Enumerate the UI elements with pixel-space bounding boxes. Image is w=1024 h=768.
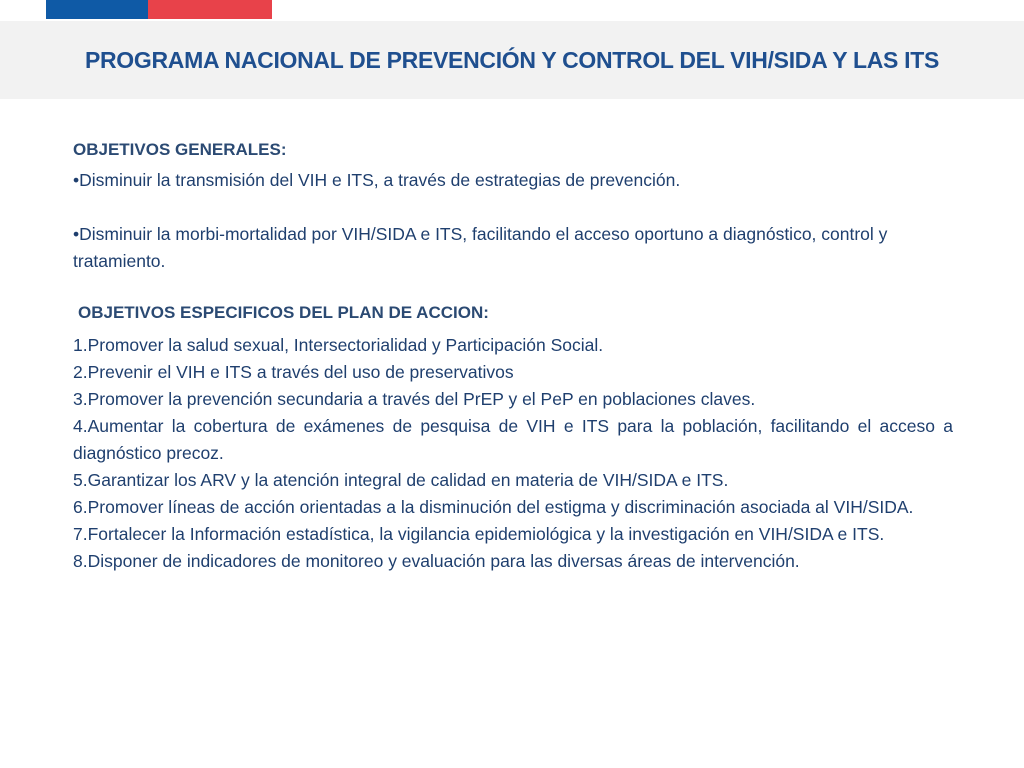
flag-stripe bbox=[46, 0, 272, 19]
specific-objective-8: 8.Disponer de indicadores de monitoreo y evaluación para las diversas áreas de intervención. bbox=[73, 551, 800, 571]
specific-objective-7: 7.Fortalecer la Información estadística, la vigilancia epidemiológica y la investigación en VIH/SIDA e ITS. bbox=[73, 524, 885, 544]
specific-objective-5: 5.Garantizar los ARV y la atención integral de calidad en materia de VIH/SIDA e ITS. bbox=[73, 470, 729, 490]
specific-objectives-list bbox=[73, 332, 953, 575]
specific-objective-1: 1.Promover la salud sexual, Intersectorialidad y Participación Social. bbox=[73, 335, 604, 355]
specific-objective-2: 2.Prevenir el VIH e ITS a través del uso de preservativos bbox=[73, 362, 514, 382]
general-objectives-heading: OBJETIVOS GENERALES: bbox=[73, 140, 287, 159]
specific-objective-3: 3.Promover la prevención secundaria a través del PrEP y el PeP en poblaciones claves. bbox=[73, 389, 756, 409]
specific-objectives-heading: OBJETIVOS ESPECIFICOS DEL PLAN DE ACCION: bbox=[78, 303, 489, 322]
flag-blue-bar bbox=[46, 0, 148, 19]
content-body bbox=[73, 140, 953, 575]
flag-red-bar bbox=[148, 0, 272, 19]
specific-objective-6: 6.Promover líneas de acción orientadas a la disminución del estigma y discriminación asociada al VIH/SIDA. bbox=[73, 497, 914, 517]
page-title: PROGRAMA NACIONAL DE PREVENCIÓN Y CONTROL DEL VIH/SIDA Y LAS ITS bbox=[84, 46, 940, 73]
specific-objective-4: 4.Aumentar la cobertura de exámenes de pesquisa de VIH e ITS para la población, facilitando el acceso a diagnóstico precoz. bbox=[73, 416, 953, 463]
general-objective-2: •Disminuir la morbi-mortalidad por VIH/SIDA e ITS, facilitando el acceso oportuno a diagnóstico, control y tratamiento. bbox=[73, 224, 888, 271]
title-band bbox=[0, 21, 1024, 99]
general-objective-1: •Disminuir la transmisión del VIH e ITS, a través de estrategias de prevención. bbox=[73, 170, 681, 190]
